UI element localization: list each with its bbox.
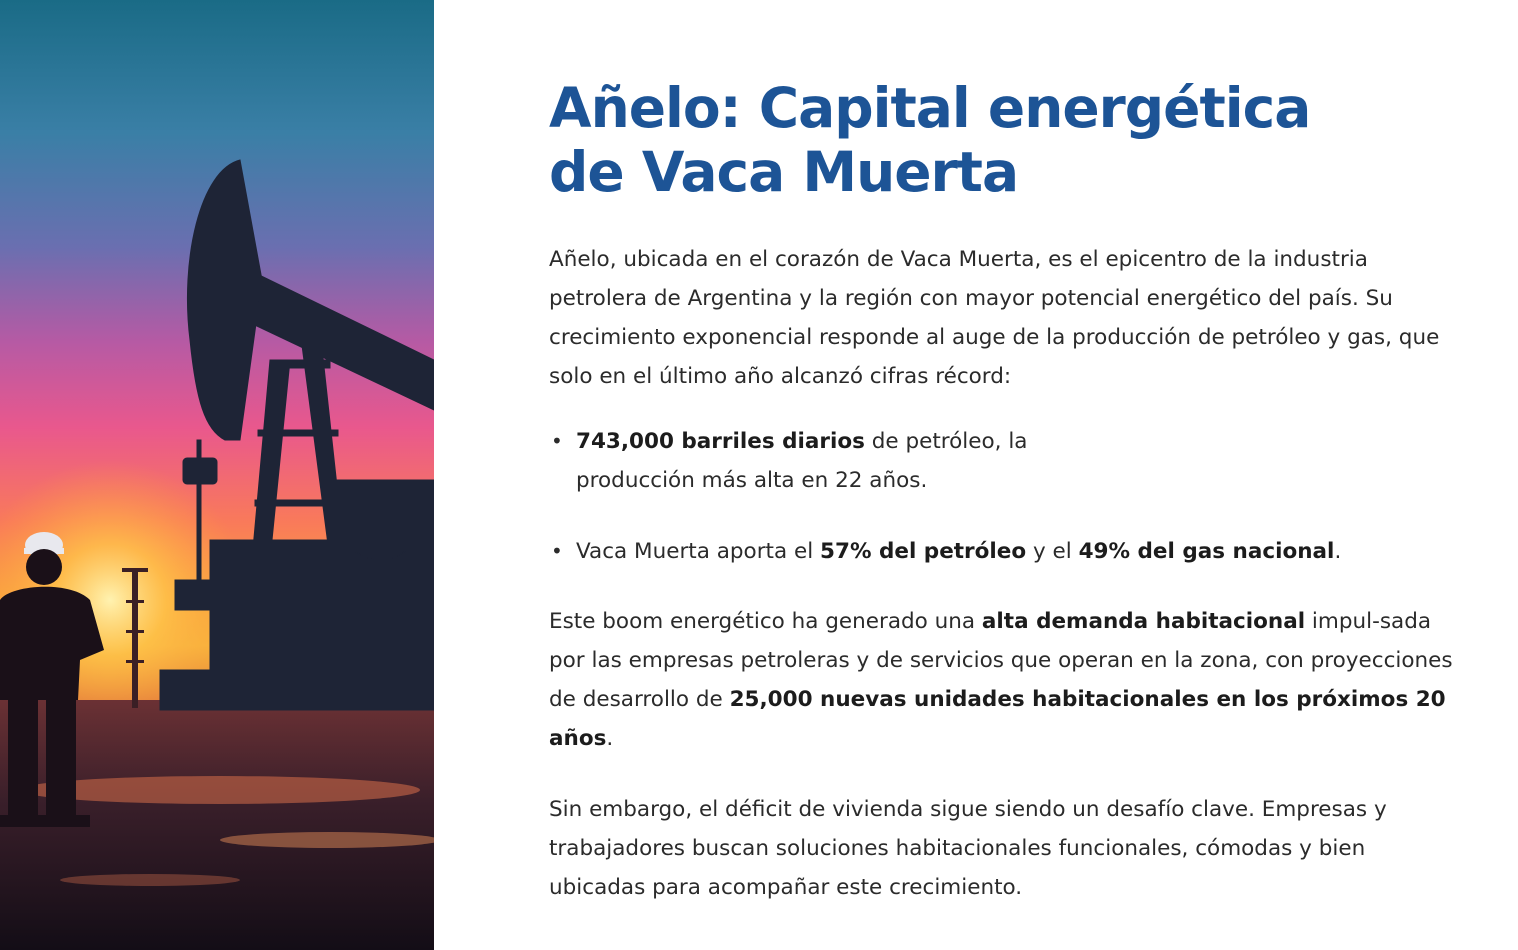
title-line-2: de Vaca Muerta	[549, 140, 1019, 204]
p3-bold-1: alta demanda habitacional	[981, 609, 1306, 634]
p3-bold-2: 25,000 nuevas unidades habitacionales en los próximos 20 años	[549, 687, 1446, 751]
bullet-2-bold-1: 57% del petróleo	[820, 539, 1027, 564]
bullet-1-bold: 743,000 barriles diarios	[576, 429, 865, 454]
bullet-2-text-2: y el	[1026, 539, 1079, 564]
housing-demand-paragraph	[549, 602, 1464, 758]
page-title	[549, 76, 1469, 204]
bullet-2-text-3: .	[1334, 539, 1342, 564]
bullet-dot: •	[551, 539, 563, 563]
p3-text-1: Este boom energético ha generado una	[549, 609, 982, 634]
hero-image	[0, 0, 434, 950]
list-item	[549, 532, 1469, 571]
bullet-2-text-1: Vaca Muerta aporta el	[576, 539, 821, 564]
bullet-2-bold-2: 49% del gas nacional	[1078, 539, 1335, 564]
stats-list	[549, 422, 1469, 571]
content	[549, 76, 1469, 907]
p3-text-3: .	[606, 726, 614, 751]
bullet-dot: •	[551, 429, 563, 453]
p3-text-2: impul-sada por las empresas petroleras y de servicios que operan en la zona, con proyecciones de desarrollo de	[549, 609, 1453, 712]
list-item	[549, 422, 1096, 500]
title-line-1: Añelo: Capital energética	[549, 76, 1311, 140]
bullet-1-text: de petróleo, la producción más alta en 22 años.	[576, 429, 1028, 493]
intro-paragraph: Añelo, ubicada en el corazón de Vaca Muerta, es el epicentro de la industria petrolera de Argentina y la región con mayor potencial energético del país. Su crecimiento exponencial responde al auge de la producción de petróleo y gas, que solo en el último año alcanzó cifras récord:	[549, 247, 1440, 389]
housing-deficit-paragraph: Sin embargo, el déficit de vivienda sigue siendo un desafío clave. Empresas y trabajadores buscan soluciones habitacionales funcionales, cómodas y bien ubicadas para acompañar este crecimiento.	[549, 797, 1387, 900]
